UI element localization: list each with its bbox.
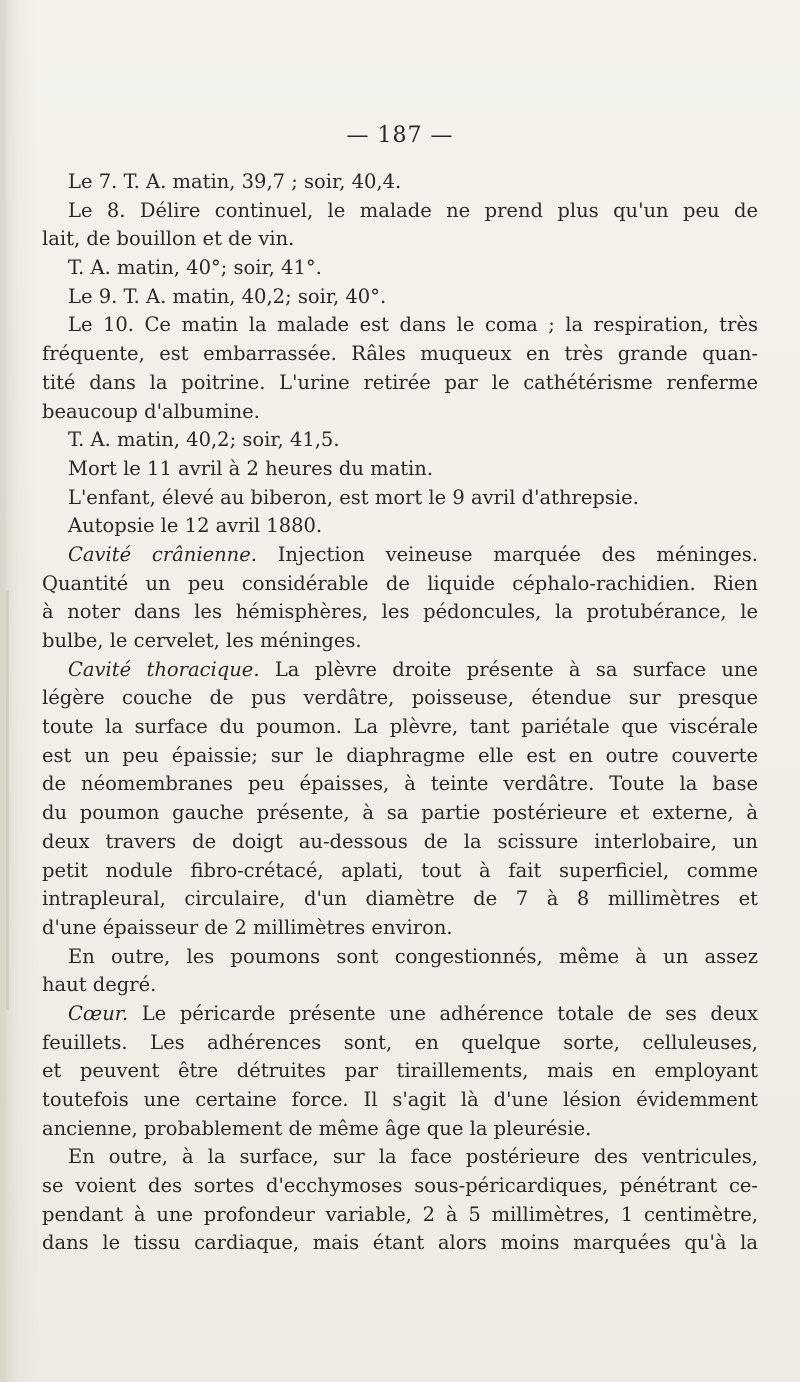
text-line	[42, 971, 758, 1000]
text-line	[42, 1143, 758, 1172]
text-line	[42, 197, 758, 226]
line-text: toutefois une certaine force. Il s'agit là d'une lésion évidemment	[42, 1088, 758, 1111]
line-text: Injection veineuse marquée des méninges.	[256, 542, 759, 566]
line-text: d'une épaisseur de 2 millimètres environ.	[42, 915, 453, 939]
text-line	[42, 570, 758, 599]
line-text: La plèvre droite présente à sa surface une	[259, 657, 758, 681]
text-line	[42, 742, 758, 771]
section-heading: Cœur.	[68, 1001, 129, 1025]
line-text: Le 9. T. A. matin, 40,2; soir, 40°.	[68, 284, 387, 308]
text-line	[42, 311, 758, 340]
text-line	[42, 684, 758, 713]
line-text: légère couche de pus verdâtre, poisseuse, étendue sur presque	[42, 686, 758, 710]
text-line	[42, 885, 758, 914]
line-text: haut degré.	[42, 973, 157, 997]
line-text: petit nodule fibro-crétacé, aplati, tout à fait superficiel, comme	[42, 858, 758, 882]
text-line	[42, 857, 758, 886]
line-text: En outre, à la surface, sur la face postérieure des ventricules,	[68, 1145, 758, 1169]
line-text: se voient des sortes d'ecchymoses sous-péricardiques, pénétrant ce-	[42, 1174, 758, 1198]
line-text: deux travers de doigt au-dessous de la scissure interlobaire, un	[42, 829, 758, 853]
line-text: beaucoup d'albumine.	[42, 399, 260, 423]
section-heading: Cavité crânienne.	[68, 542, 257, 566]
line-text: Le 10. Ce matin la malade est dans le coma ; la respiration, très	[68, 313, 758, 337]
line-text: L'enfant, élevé au biberon, est mort le 9 avril d'athrepsie.	[68, 485, 639, 509]
text-line	[42, 1172, 758, 1201]
text-line	[42, 656, 758, 685]
line-text: Le 8. Délire continuel, le malade ne prend plus qu'un peu de	[68, 198, 758, 222]
line-text: T. A. matin, 40,2; soir, 41,5.	[68, 428, 340, 452]
text-line	[42, 828, 758, 857]
text-line	[42, 455, 758, 484]
text-line	[42, 598, 758, 627]
body-text	[42, 168, 758, 1258]
text-line	[42, 627, 758, 656]
line-text: à noter dans les hémisphères, les pédoncules, la protubérance, le	[42, 600, 758, 624]
text-line	[42, 340, 758, 369]
line-text: dans le tissu cardiaque, mais étant alors moins marquées qu'à la	[42, 1231, 758, 1255]
line-text: Autopsie le 12 avril 1880.	[68, 514, 323, 538]
line-text: Le 7. T. A. matin, 39,7 ; soir, 40,4.	[68, 170, 402, 193]
text-line	[42, 512, 758, 541]
text-line	[42, 1115, 758, 1144]
text-line	[42, 713, 758, 742]
text-line	[42, 914, 758, 943]
line-text: feuillets. Les adhérences sont, en quelque sorte, celluleuses,	[42, 1030, 758, 1054]
line-text: Le péricarde présente une adhérence totale de ses deux	[128, 1001, 758, 1025]
section-heading: Cavité thoracique.	[68, 657, 260, 681]
line-text: et peuvent être détruites par tiraillements, mais en employant	[42, 1059, 758, 1083]
text-line	[42, 168, 758, 197]
text-line	[42, 1029, 758, 1058]
text-line	[42, 943, 758, 972]
text-line	[42, 1086, 758, 1115]
text-line	[42, 541, 758, 570]
line-text: intrapleural, circulaire, d'un diamètre de 7 à 8 millimètres et	[42, 887, 758, 911]
line-text: du poumon gauche présente, à sa partie postérieure et externe, à	[42, 801, 758, 825]
text-line	[42, 1229, 758, 1258]
line-text: En outre, les poumons sont congestionnés, même à un assez	[68, 944, 758, 968]
line-text: fréquente, est embarrassée. Râles muqueux en très grande quan-	[42, 342, 758, 366]
text-line	[42, 254, 758, 283]
text-line	[42, 770, 758, 799]
line-text: toute la surface du poumon. La plèvre, tant pariétale que viscérale	[42, 715, 758, 739]
text-line	[42, 484, 758, 513]
line-text: est un peu épaissie; sur le diaphragme elle est en outre couverte	[42, 743, 758, 767]
line-text: ancienne, probablement de même âge que la pleurésie.	[42, 1116, 592, 1140]
line-text: bulbe, le cervelet, les méninges.	[42, 629, 362, 652]
line-text: Quantité un peu considérable de liquide céphalo-rachidien. Rien	[42, 571, 758, 595]
line-text: pendant à une profondeur variable, 2 à 5 millimètres, 1 centimètre,	[42, 1202, 758, 1226]
text-line	[42, 426, 758, 455]
page-number: — 187 —	[346, 123, 454, 148]
line-text: tité dans la poitrine. L'urine retirée par le cathétérisme renferme	[42, 370, 758, 394]
text-line	[42, 283, 758, 312]
text-line	[42, 1201, 758, 1230]
line-text: Mort le 11 avril à 2 heures du matin.	[68, 456, 434, 480]
text-line	[42, 1000, 758, 1029]
text-line	[42, 1057, 758, 1086]
line-text: de néomembranes peu épaisses, à teinte verdâtre. Toute la base	[42, 772, 758, 796]
text-line	[42, 799, 758, 828]
text-line	[42, 225, 758, 254]
line-text: lait, de bouillon et de vin.	[42, 227, 295, 251]
text-line	[42, 398, 758, 427]
line-text: T. A. matin, 40°; soir, 41°.	[68, 256, 322, 280]
text-line	[42, 369, 758, 398]
